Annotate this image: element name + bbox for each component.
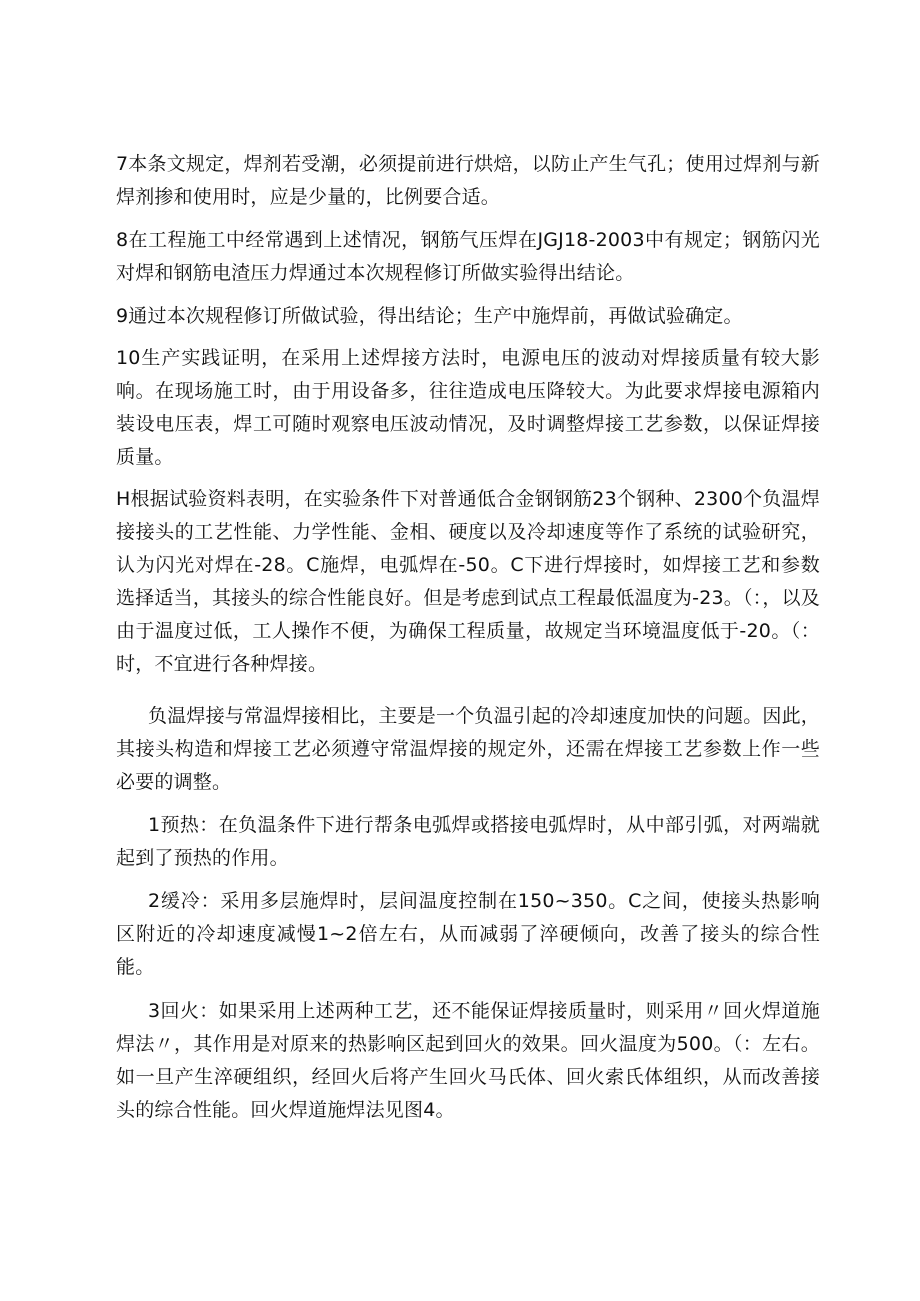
paragraph-item-9: 9通过本次规程修订所做试验，得出结论；生产中施焊前，再做试验确定。 [116,305,743,327]
paragraph-slow-cooling: 2缓冷：采用多层施焊时，层间温度控制在150~350。C之间，使接头热影响区附近的冷却速度减慢1~2倍左右，从而减弱了淬硬倾向，改善了接头的综合性能。 [116,890,820,978]
paragraph-item-8: 8在工程施工中经常遇到上述情况，钢筋气压焊在JGJ18-2003中有规定；钢筋闪光对焊和钢筋电渣压力焊通过本次规程修订所做实验得出结论。 [116,229,820,284]
document-body [116,148,820,1127]
paragraph-tempering: 3回火：如果采用上述两种工艺，还不能保证焊接质量时，则采用〃回火焊道施焊法〃，其作用是对原来的热影响区起到回火的效果。回火温度为500。（：左右。如一旦产生淬硬组织，经回火后将产生回火马氏体、回火索氏体组织，从而改善接头的综合性能。回火焊道施焊法见图4。 [116,1000,820,1121]
paragraph-item-7: 7本条文规定，焊剂若受潮，必须提前进行烘焙，以防止产生气孔；使用过焊剂与新焊剂掺和使用时，应是少量的，比例要合适。 [116,153,820,208]
paragraph-item-10: 10生产实践证明，在采用上述焊接方法时，电源电压的波动对焊接质量有较大影响。在现场施工时，由于用设备多，往往造成电压降较大。为此要求焊接电源箱内装设电压表，焊工可随时观察电压波动情况，及时调整焊接工艺参数，以保证焊接质量。 [116,347,820,468]
paragraph-item-11: H根据试验资料表明，在实验条件下对普通低合金钢钢筋23个钢种、2300个负温焊接接头的工艺性能、力学性能、金相、硬度以及冷却速度等作了系统的试验研究，认为闪光对焊在-28。C施焊，电弧焊在-50。C下进行焊接时，如焊接工艺和参数选择适当，其接头的综合性能良好。但是考虑到试点工程最低温度为-23。（：，以及由于温度过低，工人操作不便，为确保工程质量，故规定当环境温度低于-20。（：时，不宜进行各种焊接。 [116,488,820,675]
paragraph-preheating: 1预热：在负温条件下进行帮条电弧焊或搭接电弧焊时，从中部引弧，对两端就起到了预热的作用。 [116,814,820,869]
paragraph-low-temperature-welding: 负温焊接与常温焊接相比，主要是一个负温引起的冷却速度加快的问题。因此，其接头构造和焊接工艺必须遵守常温焊接的规定外，还需在焊接工艺参数上作一些必要的调整。 [116,705,821,793]
